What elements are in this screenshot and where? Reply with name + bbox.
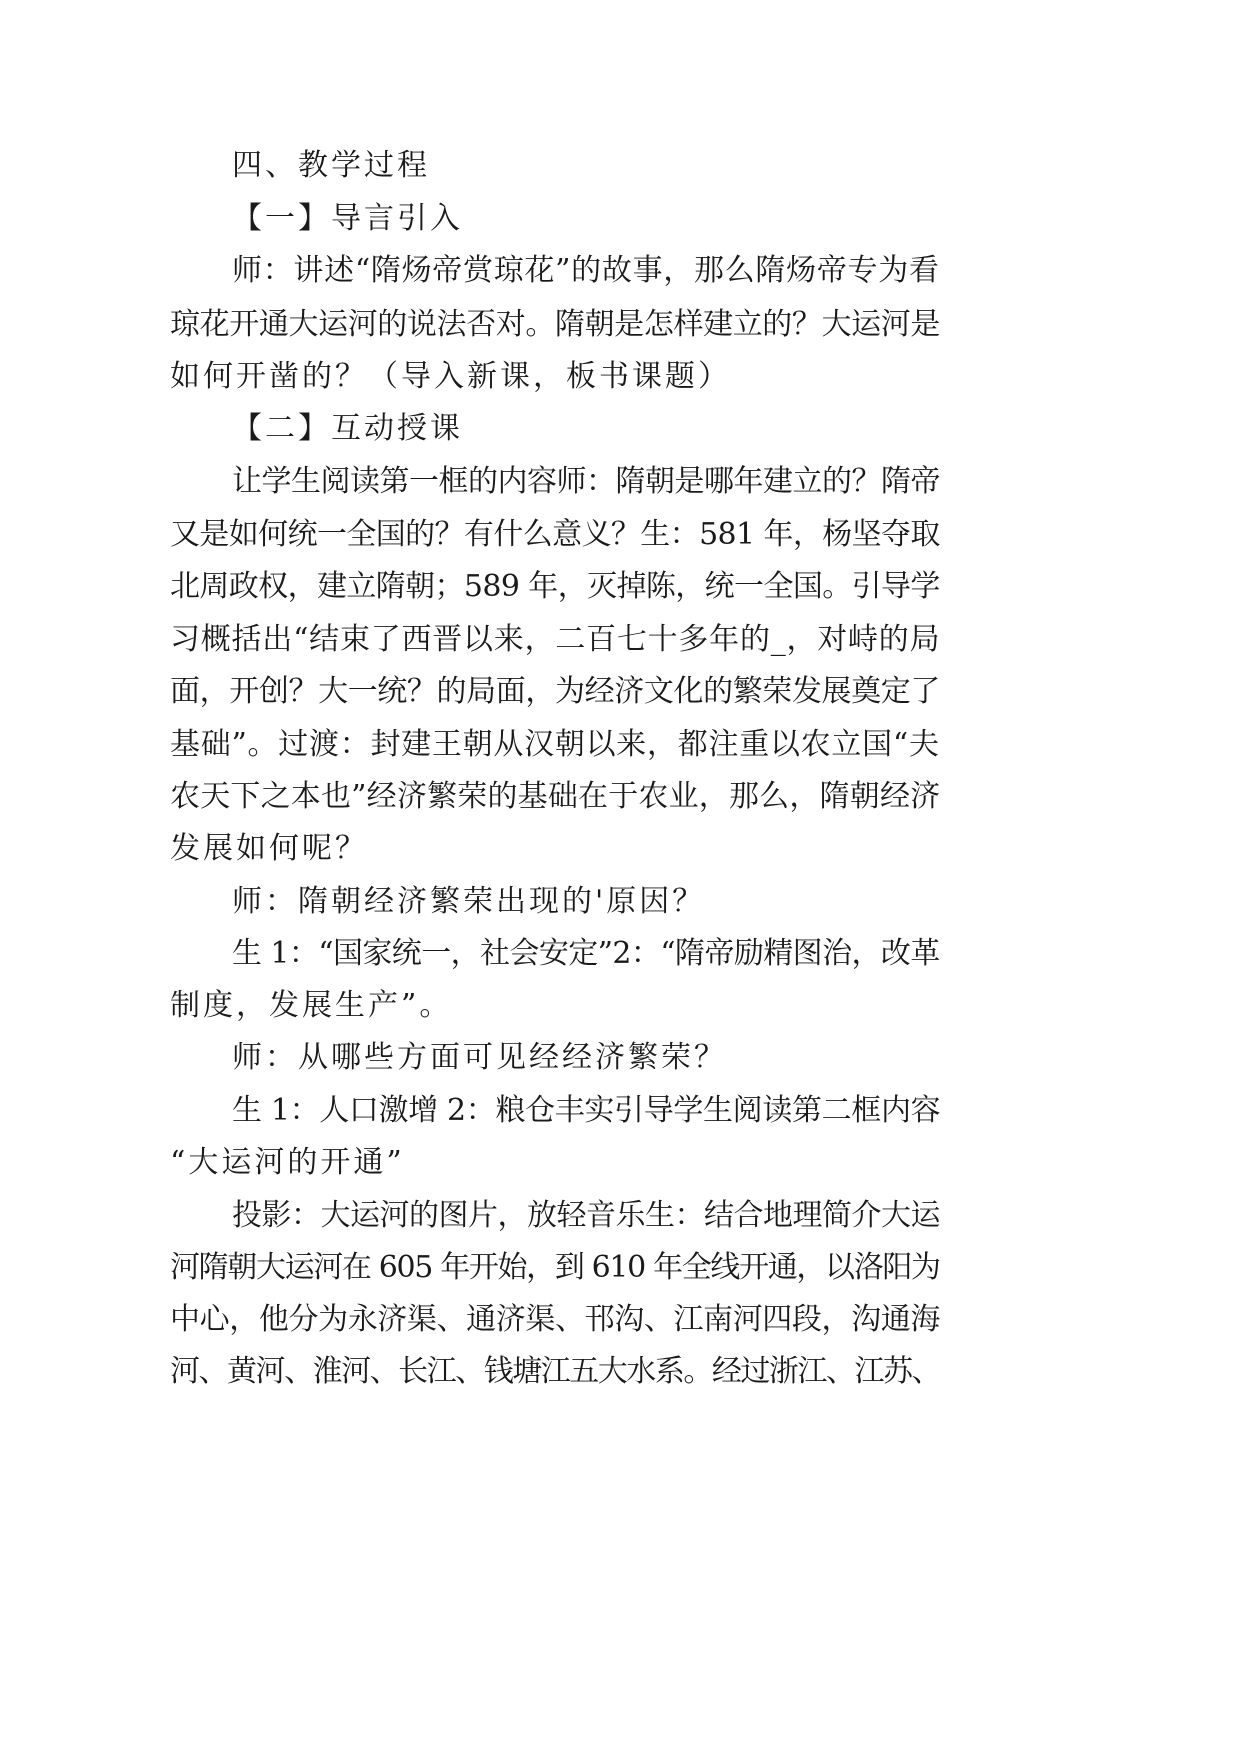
paragraph-line: 中心，他分为永济渠、通济渠、邗沟、江南河四段，沟通海: [170, 1302, 940, 1337]
section-heading: 四、教学过程: [232, 148, 430, 183]
paragraph-line: 习概括出“结束了西晋以来，二百七十多年的_，对峙的局: [170, 622, 941, 657]
paragraph-line: 投影：大运河的图片，放轻音乐生：结合地理简介大运: [232, 1198, 940, 1233]
paragraph-line: 生 1：人口激增 2：粮仓丰实引导学生阅读第二框内容: [232, 1093, 941, 1128]
paragraph-line: “大运河的开通”: [170, 1145, 405, 1180]
paragraph-line: 制度，发展生产”。: [170, 988, 453, 1023]
paragraph-line: 生 1：“国家统一，社会安定”2：“隋帝励精图治，改革: [232, 936, 940, 971]
paragraph-line: 师：讲述“隋炀帝赏琼花”的故事，那么隋炀帝专为看: [232, 253, 940, 288]
paragraph-line: 农天下之本也”经济繁荣的基础在于农业，那么，隋朝经济: [170, 779, 941, 814]
paragraph-line: 北周政权，建立隋朝；589 年，灭掉陈，统一全国。引导学: [170, 569, 940, 604]
paragraph-line: 让学生阅读第一框的内容师：隋朝是哪年建立的？隋帝: [232, 464, 940, 499]
subsection-heading: 【一】导言引入: [232, 201, 463, 236]
paragraph-line: 师：从哪些方面可见经经济繁荣？: [232, 1040, 727, 1075]
paragraph-line: 琼花开通大运河的说法否对。隋朝是怎样建立的？大运河是: [170, 307, 940, 342]
paragraph-line: 面，开创？大一统？的局面，为经济文化的繁荣发展奠定了: [170, 674, 940, 709]
paragraph-line: 又是如何统一全国的？有什么意义？生：581 年，杨坚夺取: [170, 517, 940, 552]
paragraph-line: 如何开凿的？（导入新课，板书课题）: [170, 359, 731, 394]
paragraph-line: 基础”。过渡：封建王朝从汉朝以来，都注重以农立国“夫: [170, 727, 940, 762]
paragraph-line: 师：隋朝经济繁荣出现的'原因？: [232, 884, 706, 919]
paragraph-line: 河隋朝大运河在 605 年开始，到 610 年全线开通，以洛阳为: [170, 1250, 940, 1285]
paragraph-line: 发展如何呢？: [170, 831, 368, 866]
subsection-heading: 【二】互动授课: [232, 411, 463, 446]
paragraph-line: 河、黄河、淮河、长江、钱塘江五大水系。经过浙江、江苏、: [170, 1354, 940, 1389]
